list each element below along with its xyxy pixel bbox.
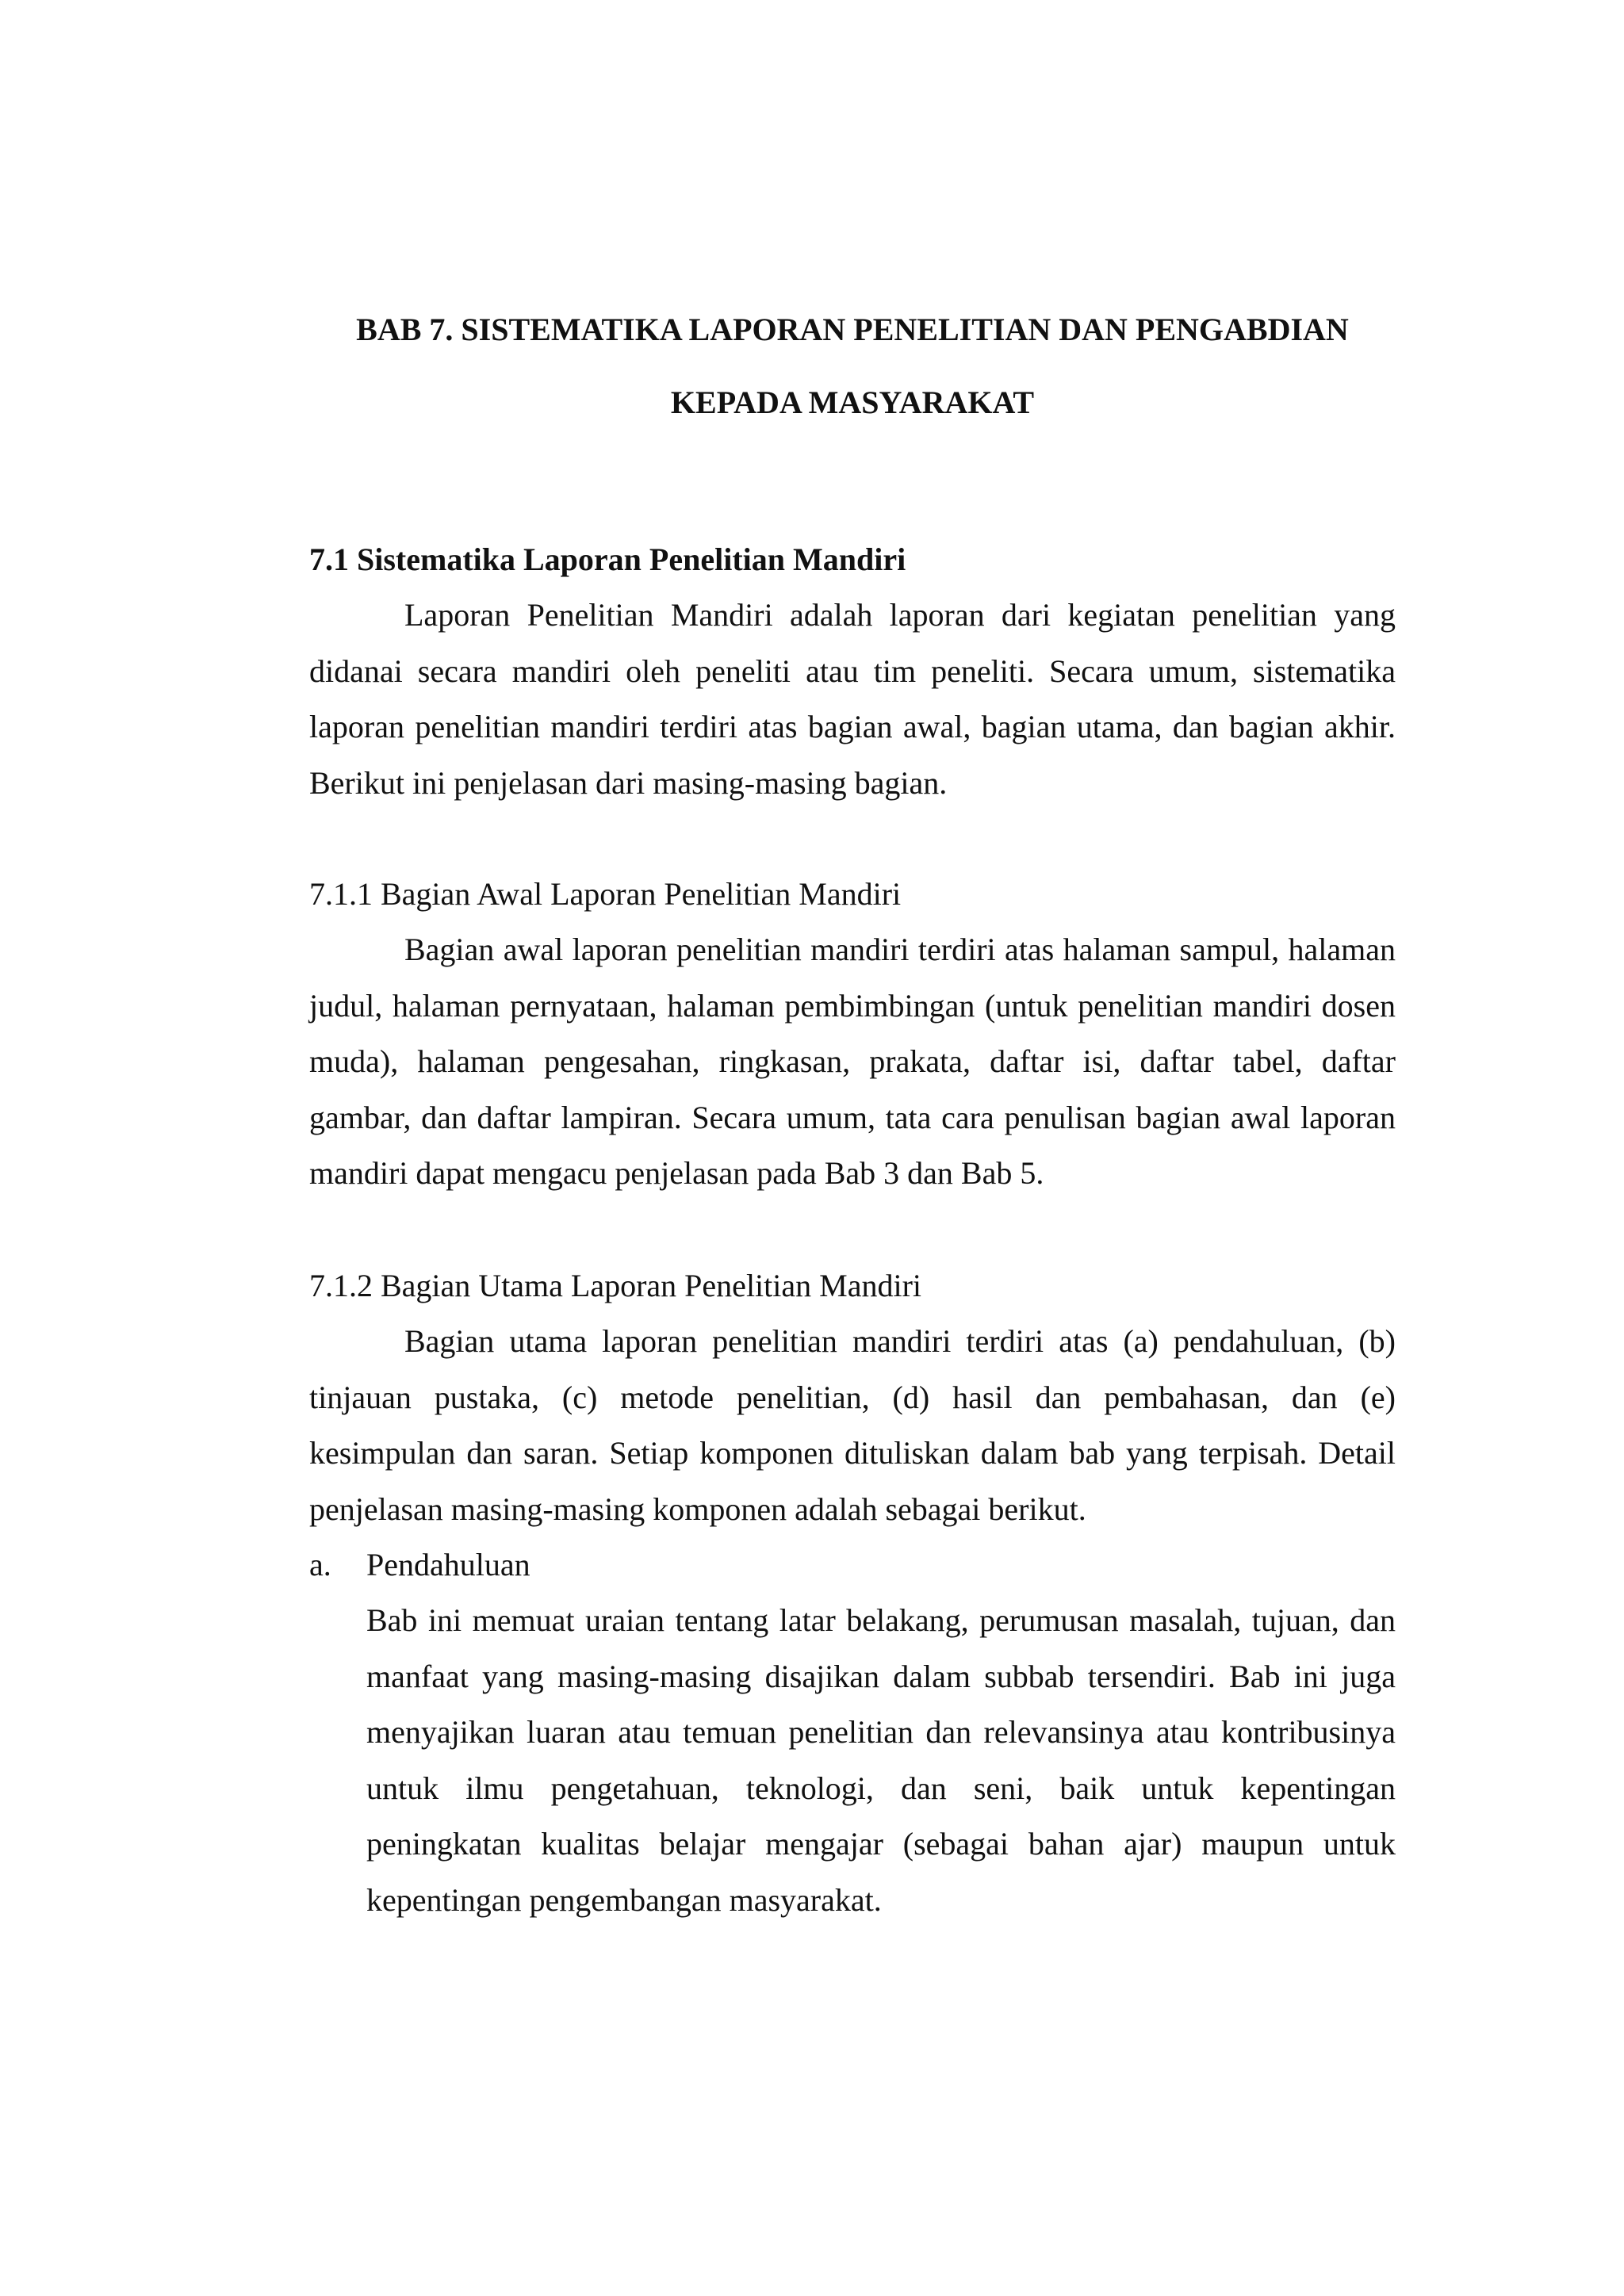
list-item-label: Pendahuluan bbox=[366, 1547, 530, 1582]
section-7-1-1-heading: 7.1.1 Bagian Awal Laporan Penelitian Mandiri bbox=[309, 876, 902, 912]
list-marker: a. bbox=[309, 1547, 331, 1582]
section-7-1-2-paragraph: Bagian utama laporan penelitian mandiri terdiri atas (a) pendahuluan, (b) tinjauan pustaka, (c) metode penelitian, (d) hasil dan pembahasan, dan (e) kesimpulan dan saran. Setiap komponen dituliskan dalam bab yang terpisah. Detail penjelasan masing-masing komponen adalah sebagai berikut. bbox=[309, 1323, 1396, 1527]
section-7-1-1-paragraph: Bagian awal laporan penelitian mandiri terdiri atas halaman sampul, halaman judul, halaman pernyataan, halaman pembimbingan (untuk penelitian mandiri dosen muda), halaman pengesahan, ringkasan, prakata, daftar isi, daftar tabel, daftar gambar, dan daftar lampiran. Secara umum, tata cara penulisan bagian awal laporan mandiri dapat mengacu penjelasan pada Bab 3 dan Bab 5. bbox=[309, 932, 1396, 1191]
section-7-1-heading: 7.1 Sistematika Laporan Penelitian Mandiri bbox=[309, 541, 906, 577]
section-7-1-2-heading: 7.1.2 Bagian Utama Laporan Penelitian Mandiri bbox=[309, 1268, 922, 1303]
chapter-title-line-1: BAB 7. SISTEMATIKA LAPORAN PENELITIAN DAN PENGABDIAN bbox=[356, 312, 1349, 347]
list-item-body: Bab ini memuat uraian tentang latar belakang, perumusan masalah, tujuan, dan manfaat yang masing-masing disajikan dalam subbab tersendiri. Bab ini juga menyajikan luaran atau temuan penelitian dan relevansinya atau kontribusinya untuk ilmu pengetahuan, teknologi, dan seni, baik untuk kepentingan peningkatan kualitas belajar mengajar (sebagai bahan ajar) maupun untuk kepentingan pengembangan masyarakat. bbox=[366, 1602, 1396, 1918]
chapter-title-line-2: KEPADA MASYARAKAT bbox=[670, 385, 1035, 420]
section-7-1-paragraph: Laporan Penelitian Mandiri adalah laporan dari kegiatan penelitian yang didanai secara mandiri oleh peneliti atau tim peneliti. Secara umum, sistematika laporan penelitian mandiri terdiri atas bagian awal, bagian utama, dan bagian akhir. Berikut ini penjelasan dari masing-masing bagian. bbox=[309, 597, 1396, 801]
list-item-pendahuluan bbox=[309, 1537, 1396, 1594]
